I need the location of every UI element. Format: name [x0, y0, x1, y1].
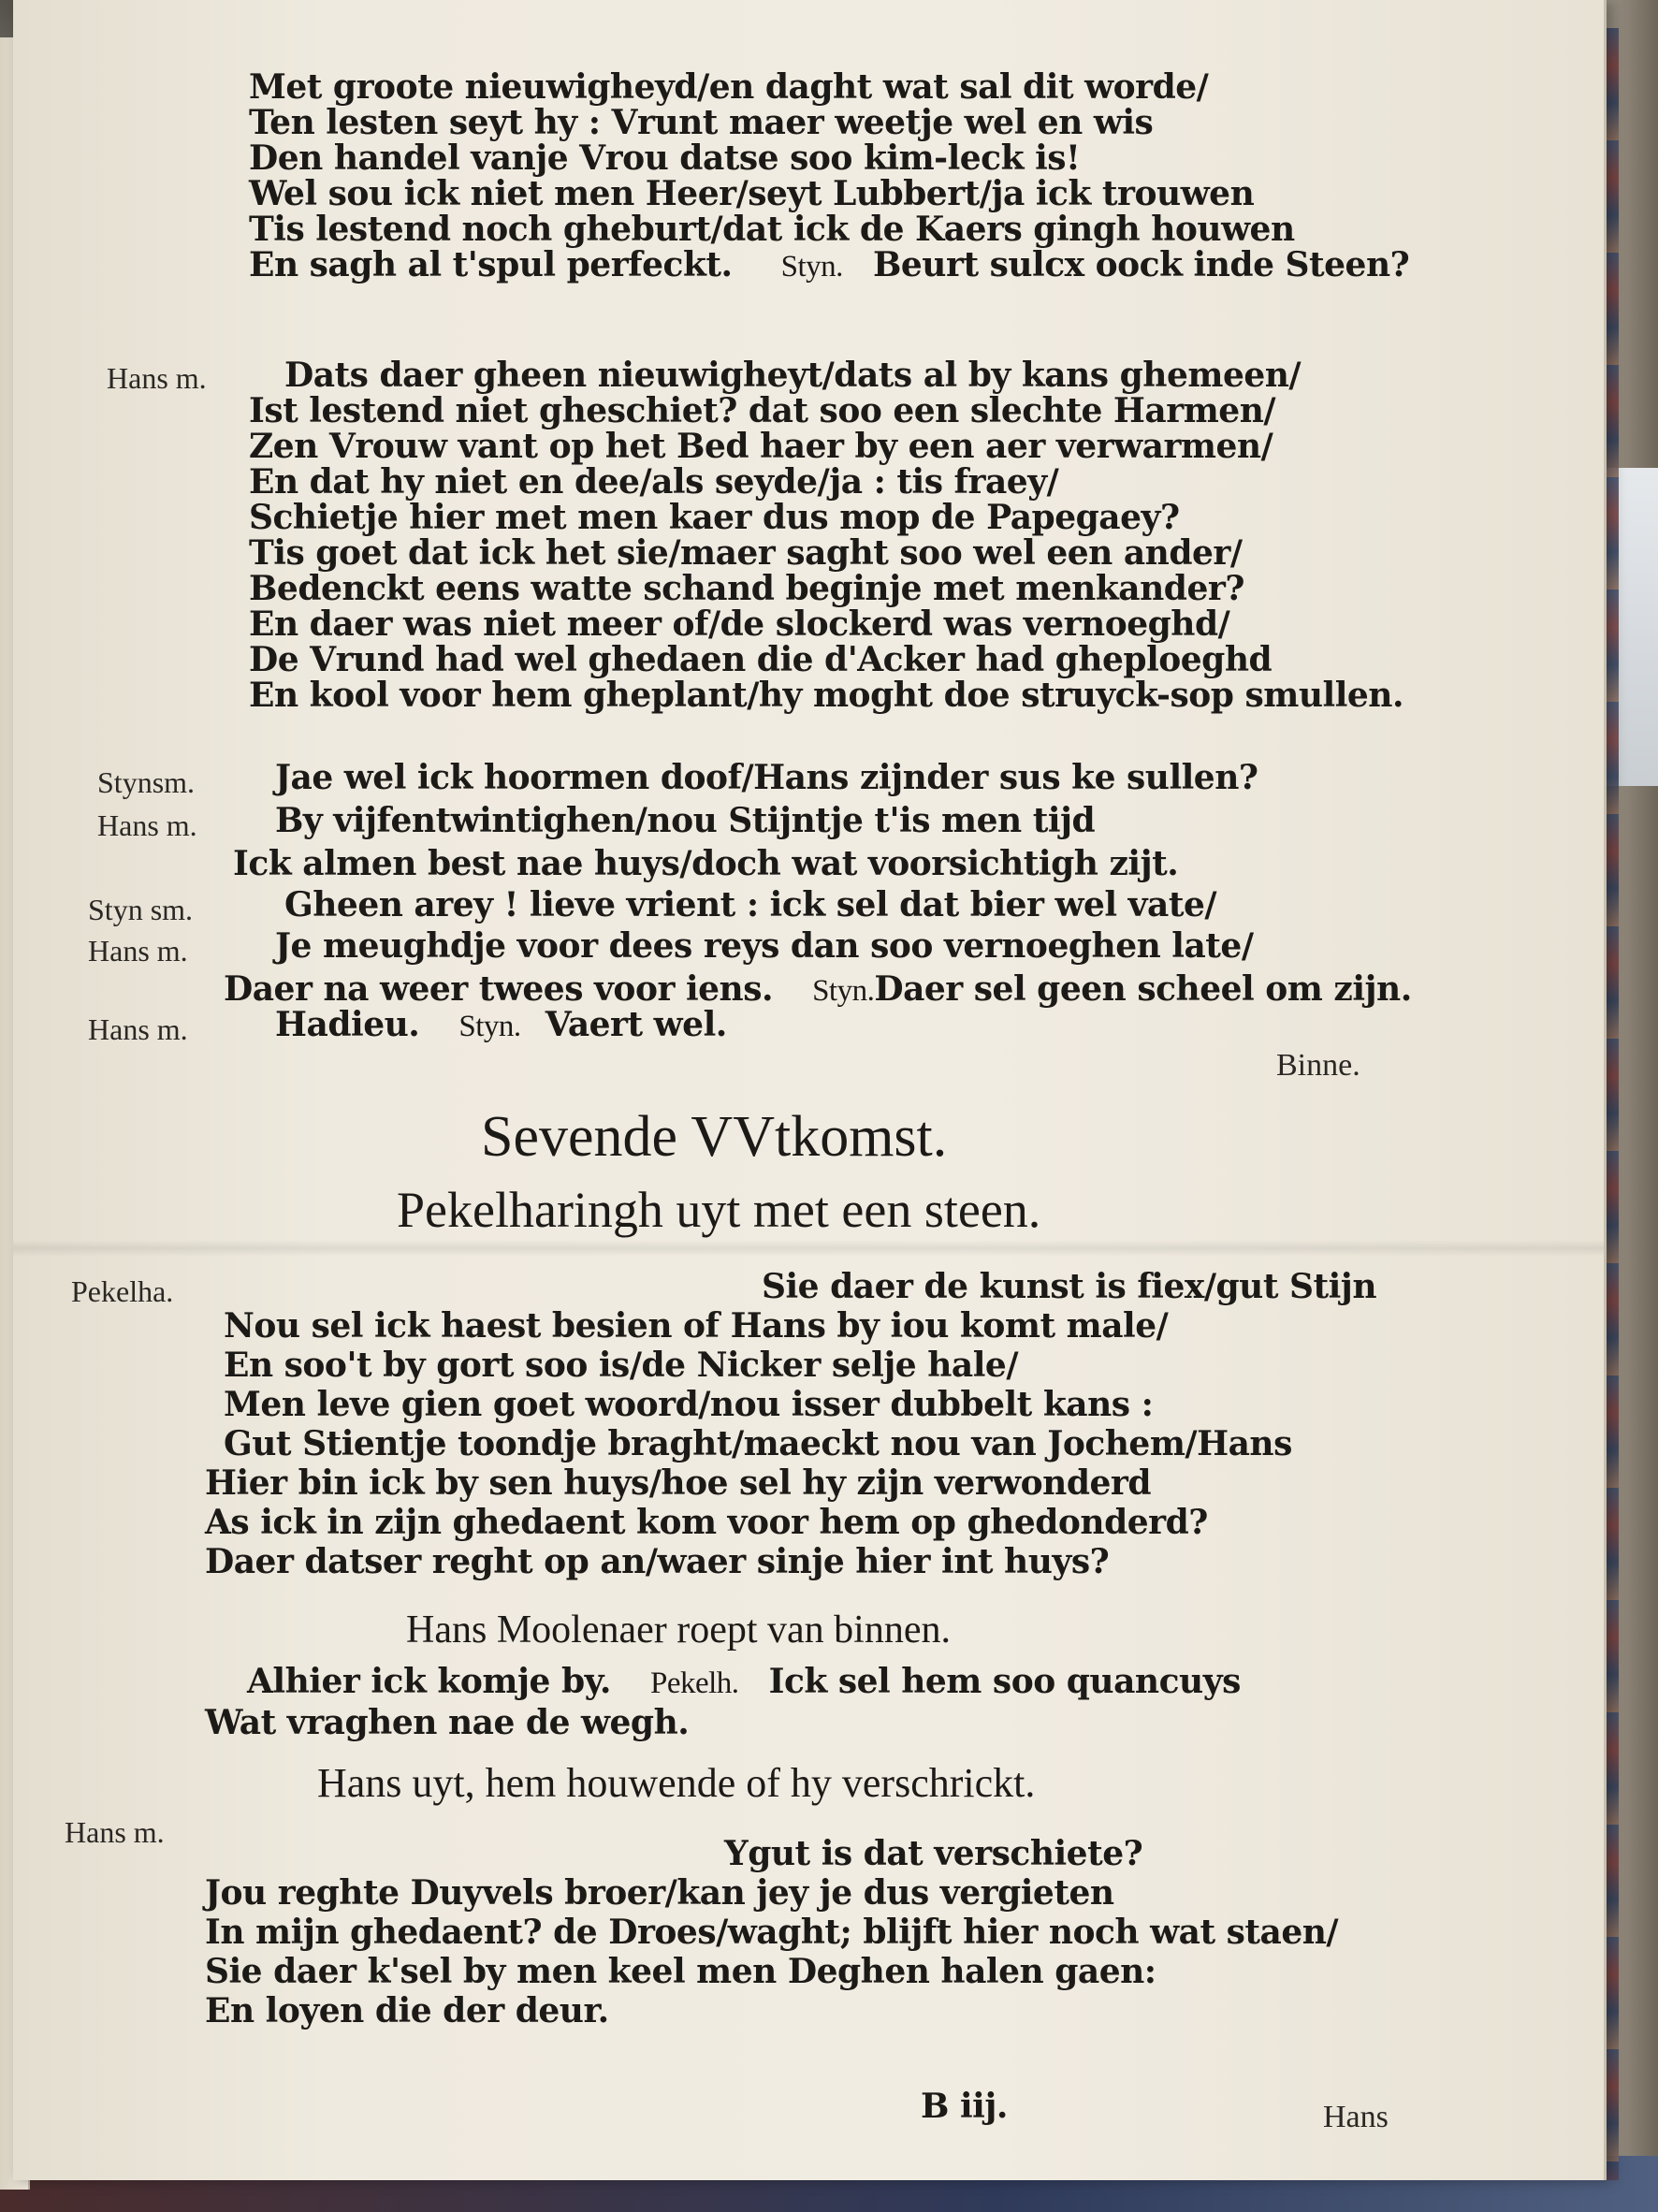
verse-line: Ygut is dat verschiete?	[724, 1834, 1143, 1873]
verse-text: Vaert wel.	[545, 1005, 727, 1044]
verse-line: Zen Vrouw vant op het Bed haer by een aer verwarmen/	[249, 427, 1273, 466]
verse-line	[224, 969, 1412, 1009]
speaker-label: Stynsm.	[97, 765, 196, 799]
verse-line: Men leve gien goet woord/nou isser dubbelt kans :	[224, 1385, 1154, 1424]
verse-line: Gut Stientje toondje braght/maeckt nou van Jochem/Hans	[224, 1424, 1292, 1463]
verse-line: As ick in zijn ghedaent kom voor hem op ghedonderd?	[205, 1503, 1208, 1542]
verse-line: En dat hy niet en dee/als seyde/ja : tis fraey/	[249, 462, 1059, 502]
stage-direction: Hans uyt, hem houwende of hy verschrickt.	[317, 1760, 1036, 1806]
verse-line: Sie daer k'sel by men keel men Deghen halen gaen:	[205, 1952, 1156, 1991]
verse-line: En daer was niet meer of/de slockerd was vernoeghd/	[249, 604, 1230, 644]
speaker-label: Styn.	[780, 250, 843, 284]
verse-line: En loyen die der deur.	[205, 1991, 609, 2030]
book-page	[13, 0, 1607, 2180]
speaker-label: Hans m.	[88, 934, 188, 968]
verse-text: En sagh al t'spul perfeckt.	[249, 245, 733, 284]
verse-line: Tis goet dat ick het sie/maer saght soo wel een ander/	[249, 533, 1243, 573]
verse-line	[275, 1005, 727, 1044]
catchword: Hans	[1323, 2100, 1389, 2134]
verse-line: Ist lestend niet gheschiet? dat soo een slechte Harmen/	[249, 391, 1276, 430]
verse-line: Gheen arey ! lieve vrient : ick sel dat bier wel vate/	[284, 885, 1217, 924]
page-fold	[13, 1240, 1604, 1257]
speaker-label: Hans m.	[97, 808, 197, 842]
verse-line: Ick almen best nae huys/doch wat voorsichtigh zijt.	[233, 844, 1179, 883]
verse-line: Bedenckt eens watte schand beginje met menkander?	[249, 569, 1244, 608]
verse-line: Jae wel ick hoormen doof/Hans zijnder sus ke sullen?	[275, 758, 1258, 797]
verse-line	[249, 245, 1409, 284]
verse-text: Hadieu.	[275, 1005, 420, 1044]
scene-subtitle: Pekelharingh uyt met een steen.	[397, 1182, 1041, 1238]
verse-line: Met groote nieuwigheyd/en daght wat sal dit worde/	[249, 67, 1209, 107]
verse-line: Hier bin ick by sen huys/hoe sel hy zijn verwonderd	[205, 1463, 1152, 1503]
speaker-label: Pekelha.	[71, 1274, 174, 1308]
verse-line: En soo't by gort soo is/de Nicker selje hale/	[224, 1346, 1018, 1385]
verse-line: Daer datser reght op an/waer sinje hier int huys?	[205, 1542, 1110, 1581]
verse-text: Alhier ick komje by.	[247, 1662, 611, 1701]
speaker-label: Hans m.	[88, 1012, 188, 1046]
verse-line	[247, 1662, 1241, 1701]
verse-line: In mijn ghedaent? de Droes/waght; blijft hier noch wat staen/	[205, 1913, 1339, 1952]
verse-line: Ten lesten seyt hy : Vrunt maer weetje wel en wis	[249, 103, 1154, 142]
speaker-label: Hans m.	[65, 1815, 165, 1849]
exit-direction: Binne.	[1276, 1048, 1360, 1083]
verse-line: Sie daer de kunst is fiex/gut Stijn	[762, 1267, 1377, 1306]
verse-line: Wat vraghen nae de wegh.	[205, 1703, 690, 1742]
speaker-label: Pekelh.	[649, 1666, 739, 1700]
speaker-label: Styn.	[812, 974, 875, 1008]
verse-line: Dats daer gheen nieuwigheyt/dats al by kans ghemeen/	[284, 356, 1302, 395]
speaker-label: Styn sm.	[88, 893, 194, 926]
verse-text: Beurt sulcx oock inde Steen?	[872, 245, 1410, 284]
stage-direction: Hans Moolenaer roept van binnen.	[406, 1608, 951, 1652]
verse-text: Daer na weer twees voor iens.	[224, 969, 774, 1009]
verse-line: Tis lestend noch gheburt/dat ick de Kaers gingh houwen	[249, 210, 1295, 249]
verse-line: Nou sel ick haest besien of Hans by iou komt male/	[224, 1306, 1169, 1346]
scene-title: Sevende VVtkomst.	[481, 1105, 948, 1169]
verse-line: Je meughdje voor dees reys dan soo vernoeghen late/	[275, 926, 1254, 966]
speaker-label: Hans m.	[107, 361, 207, 395]
verse-line: De Vrund had wel ghedaen die d'Acker had gheploeghd	[249, 640, 1273, 679]
verse-line: Jou reghte Duyvels broer/kan jey je dus vergieten	[205, 1873, 1114, 1913]
signature-mark: B iij.	[921, 2087, 1008, 2126]
verse-line: Schietje hier met men kaer dus mop de Papegaey?	[249, 498, 1180, 537]
verse-line: Wel sou ick niet men Heer/seyt Lubbert/ja ick trouwen	[249, 174, 1255, 213]
verse-text: Ick sel hem soo quancuys	[768, 1662, 1241, 1701]
verse-line: By vijfentwintighen/nou Stijntje t'is men tijd	[275, 801, 1096, 840]
verse-text: Daer sel geen scheel om zijn.	[874, 969, 1412, 1009]
speaker-label: Styn.	[458, 1010, 521, 1043]
verse-line: Den handel vanje Vrou datse soo kim-leck is!	[249, 138, 1081, 178]
verse-line: En kool voor hem gheplant/hy moght doe struyck-sop smullen.	[249, 676, 1403, 715]
